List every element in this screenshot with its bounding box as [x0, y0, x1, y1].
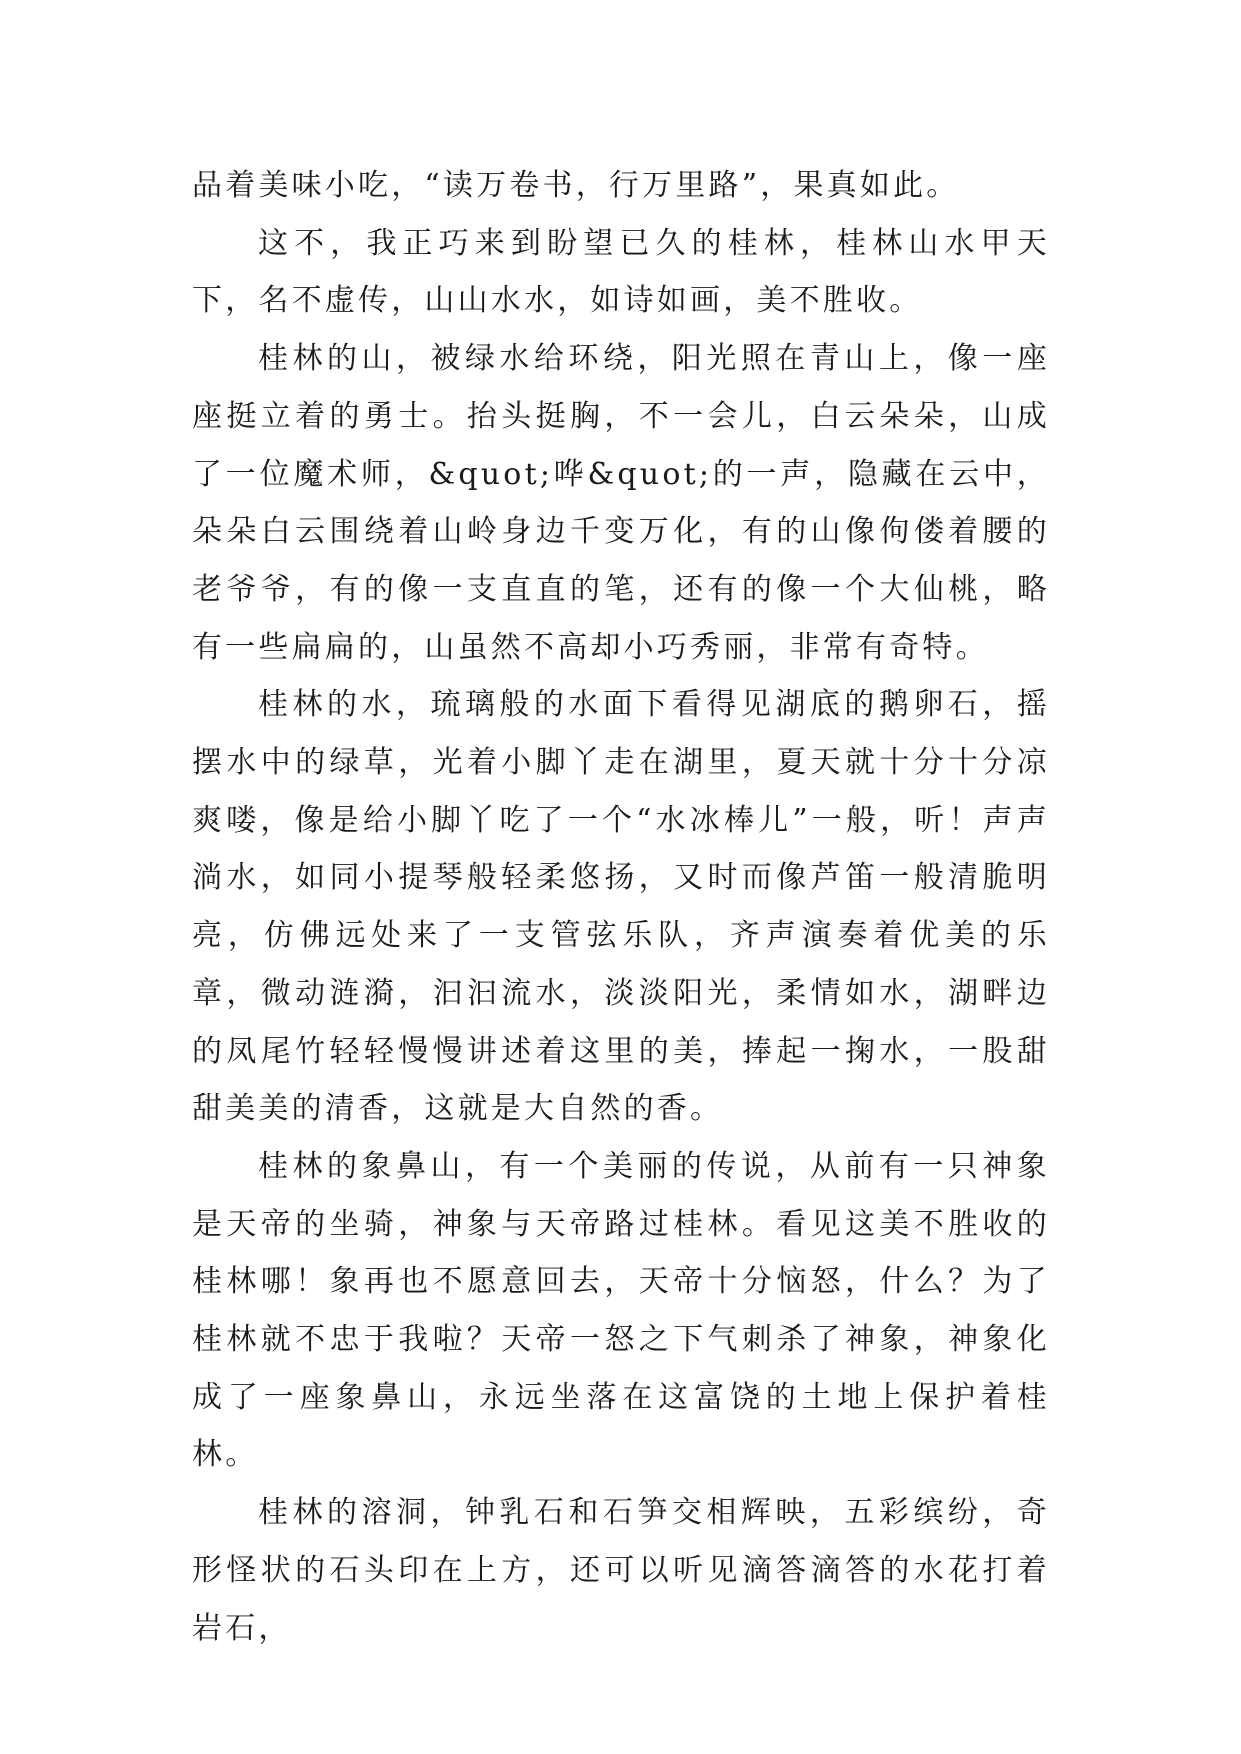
paragraph: 桂林的象鼻山，有一个美丽的传说，从前有一只神象是天帝的坐骑，神象与天帝路过桂林。看见这美不胜收的桂林哪！象再也不愿意回去，天帝十分恼怒，什么？为了桂林就不忠于我啦？天帝一怒之下气刺杀了神象，神象化成了一座象鼻山，永远坐落在这富饶的土地上保护着桂林。	[192, 1148, 1050, 1473]
paragraph: 这不，我正巧来到盼望已久的桂林，桂林山水甲天下，名不虚传，山山水水，如诗如画，美不胜收。	[192, 225, 1050, 319]
paragraph: 桂林的水，琉璃般的水面下看得见湖底的鹅卵石，摇摆水中的绿草，光着小脚丫走在湖里，夏天就十分十分凉爽喽，像是给小脚丫吃了一个“水冰棒儿”一般，听！声声淌水，如同小提琴般轻柔悠扬，又时而像芦笛一般清脆明亮，仿佛远处来了一支管弦乐队，齐声演奏着优美的乐章，微动涟漪，汩汩流水，淡淡阳光，柔情如水，湖畔边的凤尾竹轻轻慢慢讲述着这里的美，捧起一掬水，一股甜甜美美的清香，这就是大自然的香。	[192, 687, 1050, 1127]
paragraph: 桂林的山，被绿水给环绕，阳光照在青山上，像一座座挺立着的勇士。抬头挺胸，不一会儿，白云朵朵，山成了一位魔术师，&quot;哗&quot;的一声，隐藏在云中，朵朵白云围绕着山岭身边千变万化，有的山像佝偻着腰的老爷爷，有的像一支直直的笔，还有的像一个大仙桃，略有一些扁扁的，山虽然不高却小巧秀丽，非常有奇特。	[192, 341, 1050, 665]
essay-body	[192, 157, 1050, 1657]
paragraph: 桂林的溶洞，钟乳石和石笋交相辉映，五彩缤纷，奇形怪状的石头印在上方，还可以听见滴答滴答的水花打着岩石，	[192, 1495, 1050, 1646]
paragraph: 品着美味小吃，“读万卷书，行万里路”，果真如此。	[192, 168, 960, 203]
